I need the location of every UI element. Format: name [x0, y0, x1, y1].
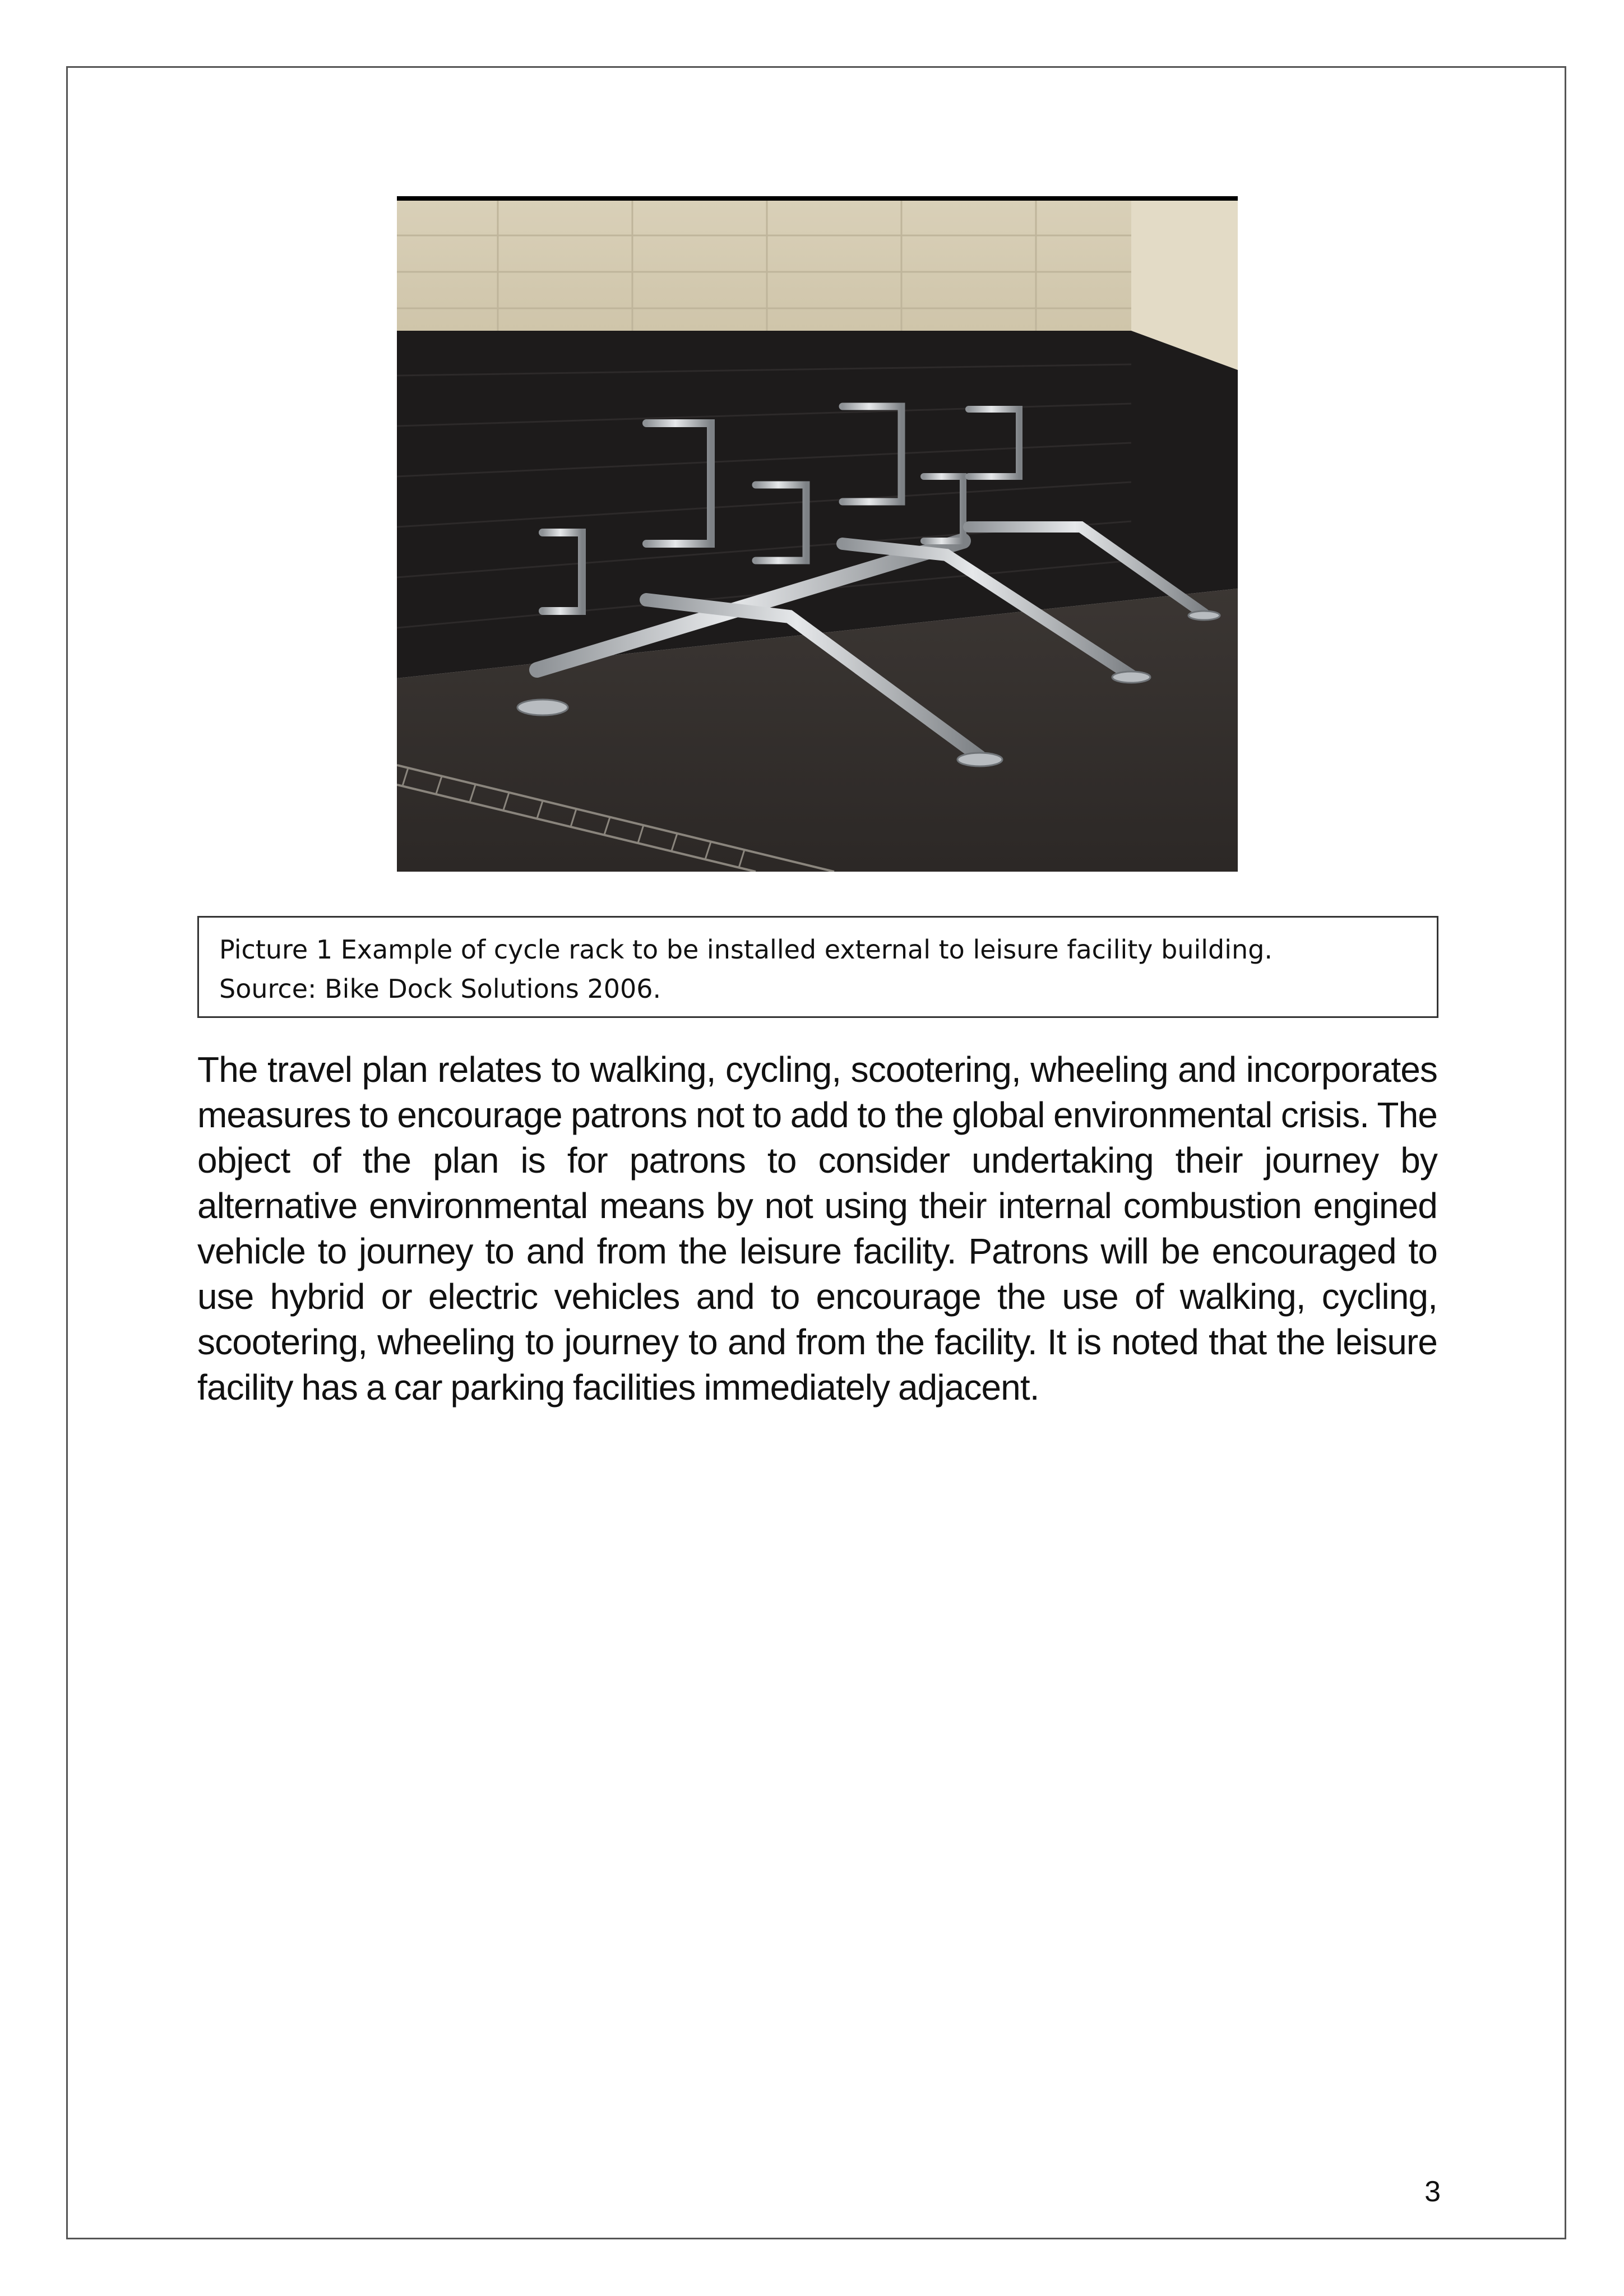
figure-caption: [197, 916, 1438, 1018]
caption-source: Source: Bike Dock Solutions 2006.: [219, 974, 661, 1004]
page-number: 3: [1424, 2175, 1441, 2208]
caption-title: Picture 1 Example of cycle rack to be installed external to leisure facility building.: [219, 934, 1273, 965]
body-paragraph: The travel plan relates to walking, cycling, scootering, wheeling and incorporates measures to encourage patrons not to add to the global environmental crisis. The object of the plan is for patrons to consider undertaking their journey by alternative environmental means by not using their internal combustion engined vehicle to journey to and from the leisure facility. Patrons will be encouraged to use hybrid or electric vehicles and to encourage the use of walking, cycling, scootering, wheeling to journey to and from the facility. It is noted that the leisure facility has a car parking facilities immediately adjacent.: [197, 1049, 1437, 1408]
cycle-rack-photo: [397, 196, 1238, 872]
